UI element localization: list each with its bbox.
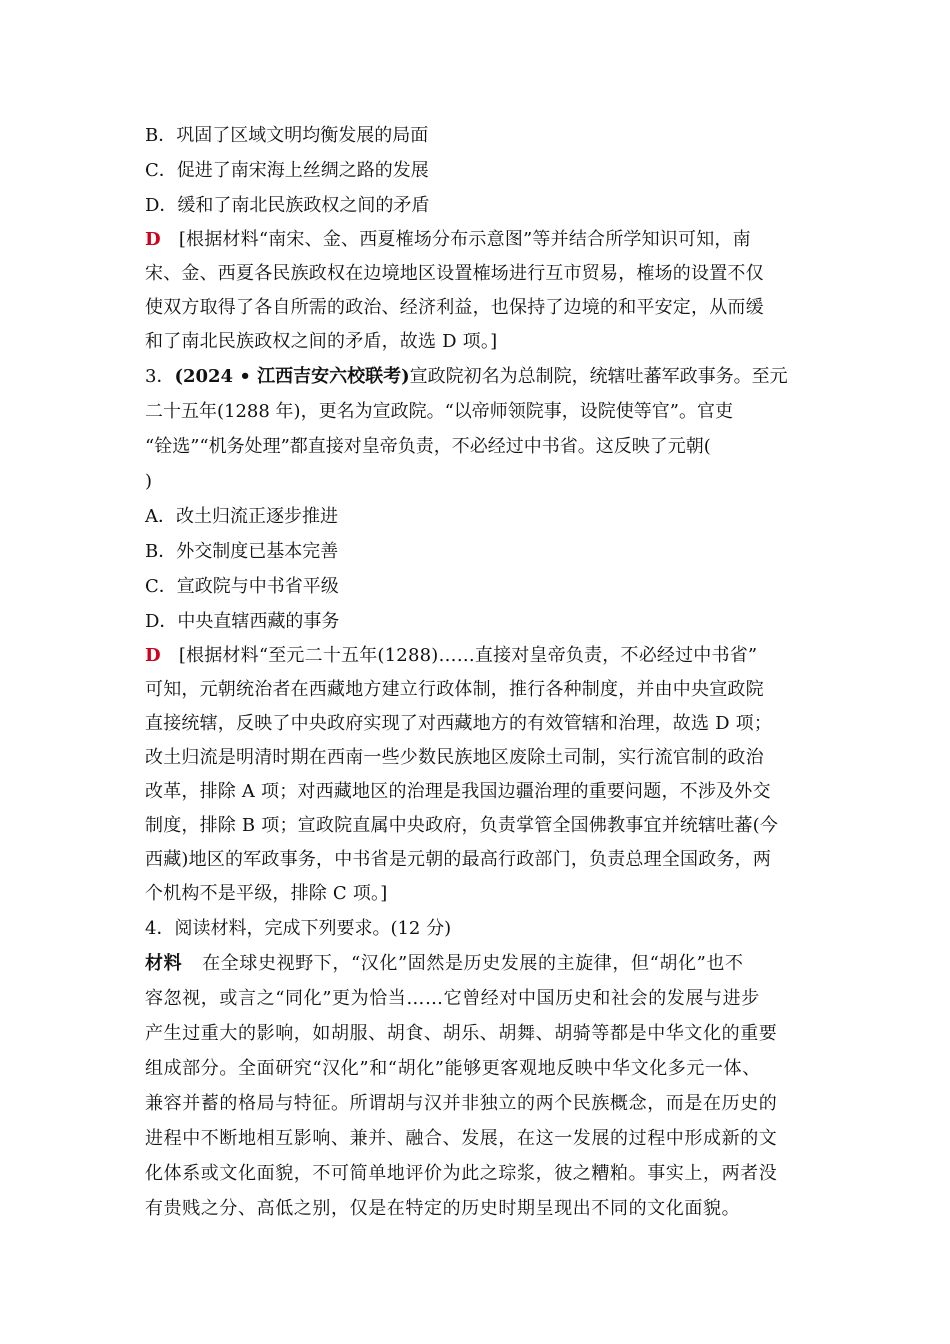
q3-explanation-line: 直接统辖，反映了中央政府实现了对西藏地方的有效管辖和治理，故选 D 项； xyxy=(145,713,773,734)
q2-option-b: B．巩固了区域文明均衡发展的局面 xyxy=(145,125,429,146)
q3-explanation-line: 可知，元朝统治者在西藏地方建立行政体制，推行各种制度，并由中央宣政院 xyxy=(145,679,764,700)
q3-explanation-line: 改革，排除 A 项；对西藏地区的治理是我国边疆治理的重要问题，不涉及外交 xyxy=(145,781,771,802)
q3-number: 3． xyxy=(145,366,175,387)
q4-material-line xyxy=(145,946,810,981)
q4-material-line: 有贵贱之分、高低之别，仅是在特定的历史时期呈现出不同的文化面貌。 xyxy=(145,1198,741,1219)
q2-explanation-line xyxy=(145,223,810,257)
q3-explanation-line: 个机构不是平级，排除 C 项。] xyxy=(145,883,388,904)
q2-option-d: D．缓和了南北民族政权之间的矛盾 xyxy=(145,195,430,216)
q3-option-b: B．外交制度已基本完善 xyxy=(145,541,339,562)
q4-stem: 4．阅读材料，完成下列要求。(12 分) xyxy=(145,918,452,939)
q2-explanation-text: [根据材料“南宋、金、西夏榷场分布示意图”等并结合所学知识可知，南 xyxy=(178,229,751,250)
q4-material-line: 容忽视，或言之“同化”更为恰当……它曾经对中国历史和社会的发展与进步 xyxy=(145,988,760,1009)
q2-explanation-line: 使双方取得了各自所需的政治、经济利益，也保持了边境的和平安定，从而缓 xyxy=(145,297,764,318)
q3-explanation-text: [根据材料“至元二十五年(1288)……直接对皇帝负责，不必经过中书省” xyxy=(178,645,758,666)
q3-source: (2024 • 江西吉安六校联考) xyxy=(174,366,410,387)
q3-option-a: A．改土归流正逐步推进 xyxy=(145,506,338,527)
q3-option-c: C．宣政院与中书省平级 xyxy=(145,576,339,597)
q2-answer-letter: D xyxy=(145,229,161,250)
q3-stem-text: 宣政院初名为总制院，统辖吐蕃军政事务。至元 xyxy=(409,366,788,387)
q4-material-line: 组成部分。全面研究“汉化”和“胡化”能够更客观地反映中华文化多元一体、 xyxy=(145,1058,761,1079)
q4-material-label: 材料 xyxy=(145,953,183,974)
q4-material-text: 在全球史视野下，“汉化”固然是历史发展的主旋律，但“胡化”也不 xyxy=(202,953,744,974)
q3-explanation-line: 西藏)地区的军政事务，中书省是元朝的最高行政部门，负责总理全国政务，两 xyxy=(145,849,772,870)
q4-material-line: 产生过重大的影响，如胡服、胡食、胡乐、胡舞、胡骑等都是中华文化的重要 xyxy=(145,1023,778,1044)
q3-stem-line: ) xyxy=(145,471,153,492)
q2-option-c: C．促进了南宋海上丝绸之路的发展 xyxy=(145,160,429,181)
q3-explanation-line: 改土归流是明清时期在西南一些少数民族地区废除土司制，实行流官制的政治 xyxy=(145,747,764,768)
q4-material-line: 兼容并蓄的格局与特征。所谓胡与汉并非独立的两个民族概念，而是在历史的 xyxy=(145,1093,778,1114)
q3-stem-line xyxy=(145,359,810,394)
q2-explanation-line: 宋、金、西夏各民族政权在边境地区设置榷场进行互市贸易，榷场的设置不仅 xyxy=(145,263,764,284)
document-page xyxy=(145,118,810,1226)
q4-material-line: 进程中不断地相互影响、兼并、融合、发展，在这一发展的过程中形成新的文 xyxy=(145,1128,778,1149)
q2-explanation-line: 和了南北民族政权之间的矛盾，故选 D 项。] xyxy=(145,331,498,352)
q3-explanation-line: 制度，排除 B 项；宣政院直属中央政府，负责掌管全国佛教事宜并统辖吐蕃(今 xyxy=(145,815,779,836)
q3-stem-line: 二十五年(1288 年)，更名为宣政院。“以帝师领院事，设院使等官”。官吏 xyxy=(145,401,733,422)
q3-option-d: D．中央直辖西藏的事务 xyxy=(145,611,340,632)
q3-explanation-line xyxy=(145,639,810,673)
q4-material-line: 化体系或文化面貌，不可简单地评价为此之琮浆，彼之糟粕。事实上，两者没 xyxy=(145,1163,778,1184)
q3-answer-letter: D xyxy=(145,645,161,666)
q3-stem-line: “铨选”“机务处理”都直接对皇帝负责，不必经过中书省。这反映了元朝( xyxy=(145,436,711,457)
